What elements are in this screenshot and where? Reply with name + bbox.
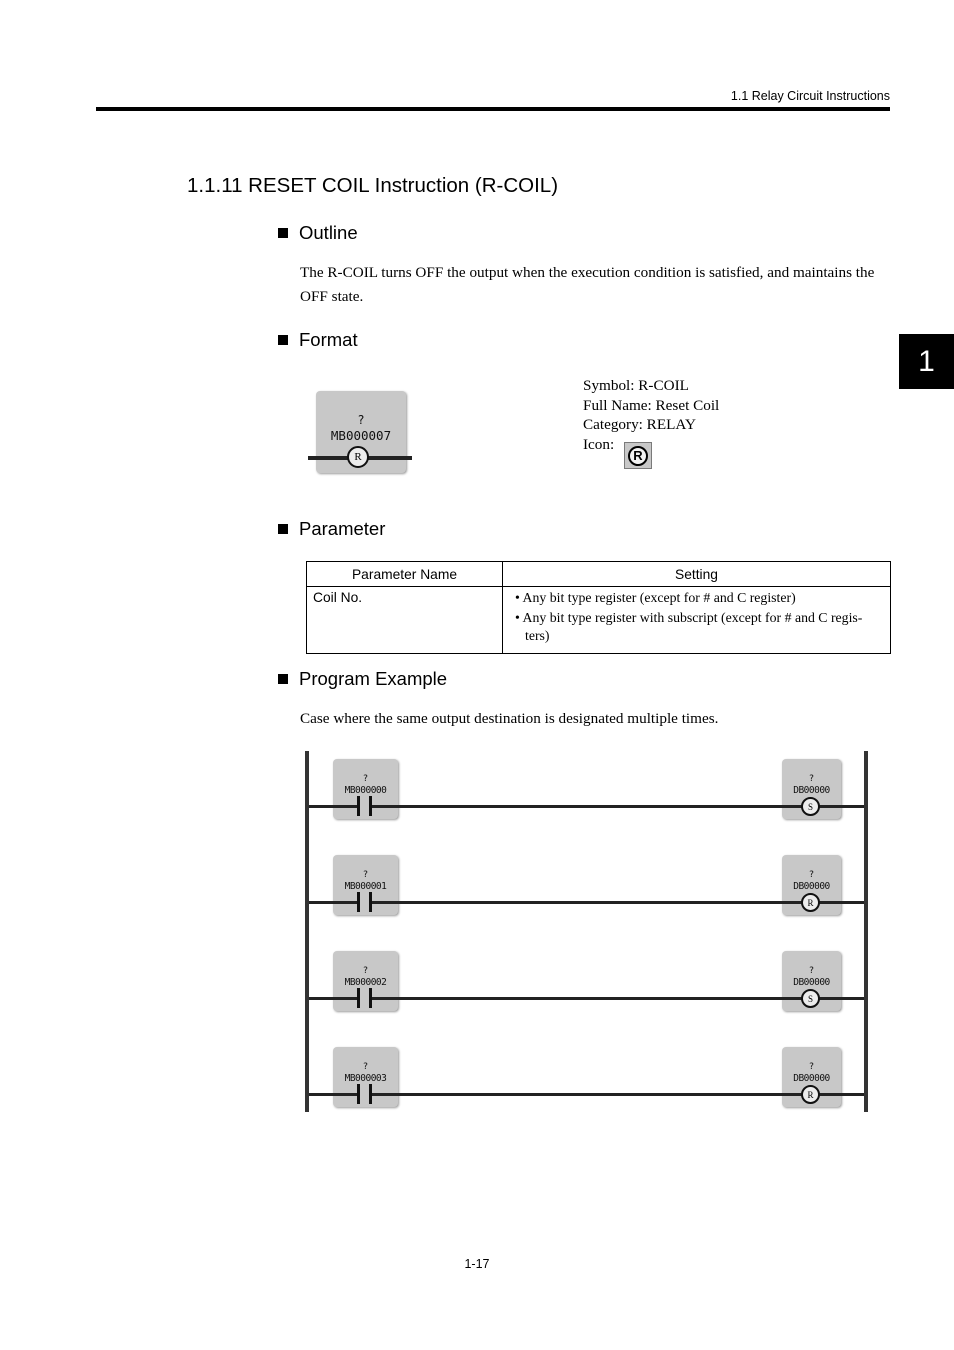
header-rule [96, 107, 890, 111]
contact-gap [360, 996, 369, 1001]
coil-top-label: ? [808, 774, 815, 784]
outline-heading [278, 222, 358, 244]
right-power-rail [864, 751, 868, 1112]
column-header-parameter-name: Parameter Name [307, 562, 503, 587]
program-example-heading [278, 668, 447, 690]
column-header-setting: Setting [503, 562, 891, 587]
set-coil-icon [801, 989, 820, 1008]
contact-gap [360, 1092, 369, 1097]
parameter-name-cell: Coil No. [307, 587, 503, 654]
coil-letter: S [807, 801, 813, 812]
parameter-heading [278, 518, 385, 540]
table-row [307, 587, 891, 654]
rung-wire [309, 901, 864, 904]
contact-block [333, 1047, 398, 1107]
block-top-label: ? [357, 413, 365, 427]
contact-block [333, 951, 398, 1011]
program-example-text: Case where the same output destination is designated multiple times. [300, 710, 719, 727]
bullet-square-icon [278, 524, 288, 534]
r-circle-icon [628, 446, 648, 466]
contact-register-label: MB000003 [344, 1073, 387, 1084]
outline-heading-text: Outline [299, 222, 358, 243]
parameter-table [306, 561, 891, 654]
rung-wire [309, 805, 864, 808]
symbol-text: Symbol: R-COIL [583, 377, 689, 394]
contact-gap [360, 900, 369, 905]
contact-register-label: MB000002 [344, 977, 387, 988]
bullet-square-icon [278, 674, 288, 684]
rung-wire [309, 1093, 864, 1096]
bullet-square-icon [278, 228, 288, 238]
coil-register-label: DB00000 [793, 881, 830, 892]
coil-top-label: ? [808, 870, 815, 880]
contact-register-label: MB000001 [344, 881, 387, 892]
block-register-label: MB000007 [330, 428, 392, 443]
contact-register-label: MB000000 [344, 785, 387, 796]
coil-top-label: ? [808, 966, 815, 976]
coil-letter: R [354, 451, 362, 463]
contact-block [333, 855, 398, 915]
contact-plate-right [369, 892, 372, 912]
format-heading [278, 329, 358, 351]
contact-top-label: ? [362, 774, 369, 784]
page-number: 1-17 [464, 1257, 490, 1271]
set-coil-icon [801, 797, 820, 816]
coil-register-label: DB00000 [793, 1073, 830, 1084]
contact-top-label: ? [362, 870, 369, 880]
reset-coil-icon [801, 893, 820, 912]
program-example-heading-text: Program Example [299, 668, 448, 689]
icon-letter: R [633, 448, 643, 463]
coil-top-label: ? [808, 1062, 815, 1072]
contact-plate-right [369, 1084, 372, 1104]
setting-item: • Any bit type register with subscript (except for # and C regis- ters) [515, 610, 863, 643]
icon-label: Icon: [583, 435, 615, 453]
parameter-heading-text: Parameter [299, 518, 386, 539]
contact-plate-right [369, 796, 372, 816]
contact-top-label: ? [362, 966, 369, 976]
r-coil-toolbar-icon [624, 442, 652, 469]
contact-plate-right [369, 988, 372, 1008]
coil-letter: R [807, 1089, 814, 1100]
format-heading-text: Format [299, 329, 358, 350]
contact-block [333, 759, 398, 819]
chapter-tab: 1 [899, 334, 954, 389]
setting-cell [503, 587, 891, 654]
outline-text: The R-COIL turns OFF the output when the execution condition is satisfied, and maintains the OFF state. [300, 264, 875, 305]
setting-item: • Any bit type register (except for # and C register) [515, 590, 796, 605]
coil-letter: S [807, 993, 813, 1004]
full-name-text: Full Name: Reset Coil [583, 396, 720, 414]
category-text: Category: RELAY [583, 416, 696, 433]
running-header: 1.1 Relay Circuit Instructions [730, 89, 890, 103]
contact-gap [360, 804, 369, 809]
coil-register-label: DB00000 [793, 785, 830, 796]
rung-wire [309, 997, 864, 1000]
contact-top-label: ? [362, 1062, 369, 1072]
bullet-square-icon [278, 335, 288, 345]
section-title: 1.1.11 RESET COIL Instruction (R-COIL) [187, 174, 559, 197]
reset-coil-icon [801, 1085, 820, 1104]
coil-register-label: DB00000 [793, 977, 830, 988]
coil-letter: R [807, 897, 814, 908]
reset-coil-icon [347, 446, 369, 468]
table-header-row [307, 562, 891, 587]
